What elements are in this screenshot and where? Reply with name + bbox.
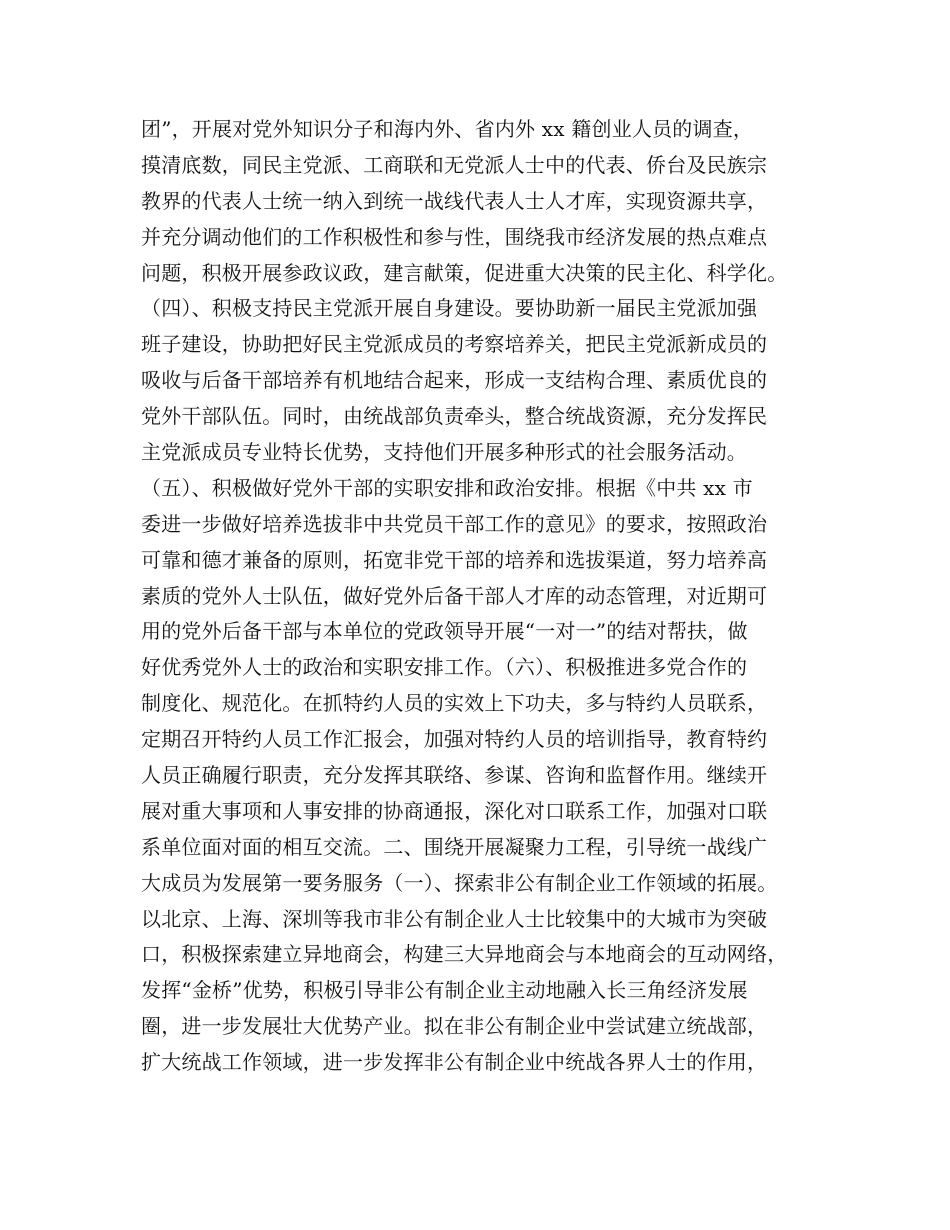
text-line: 好优秀党外人士的政治和实职安排工作。（六）、积极推进多党合作的 (141, 655, 748, 680)
text-line: 圈，进一步发展壮大优势产业。拟在非公有制企业中尝试建立统战部， (141, 1014, 768, 1039)
text-line: 委进一步做好培养选拔非中共党员干部工作的意见》的要求，按照政治 (141, 511, 768, 536)
text-line: 团”，开展对党外知识分子和海内外、省内外 xx 籍创业人员的调查， (141, 117, 754, 141)
text-line: 问题，积极开展参政议政，建言献策，促进重大决策的民主化、科学化。 (141, 260, 788, 285)
text-line: 吸收与后备干部培养有机地结合起来，形成一支结构合理、素质优良的 (141, 368, 768, 393)
text-line: 班子建设，协助把好民主党派成员的考察培养关，把民主党派新成员的 (141, 332, 768, 357)
text-line: 教界的代表人士统一纳入到统一战线代表人士人才库，实现资源共享， (141, 188, 768, 213)
text-line: （五）、积极做好党外干部的实职安排和政治安排。根据《中共 xx 市 (141, 475, 753, 500)
text-line: （四）、积极支持民主党派开展自身建设。要协助新一届民主党派加强 (141, 296, 758, 321)
text-line: 定期召开特约人员工作汇报会，加强对特约人员的培训指导，教育特约 (141, 727, 768, 752)
text-line: 发挥“金桥”优势，积极引导非公有制企业主动地融入长三角经济发展 (141, 978, 748, 1003)
text-line: 主党派成员专业特长优势，支持他们开展多种形式的社会服务活动。 (141, 440, 747, 465)
text-line: 系单位面对面的相互交流。二、围绕开展凝聚力工程，引导统一战线广 (141, 834, 768, 859)
text-line: 可靠和德才兼备的原则，拓宽非党干部的培养和选拔渠道，努力培养高 (141, 547, 768, 572)
text-line: 素质的党外人士队伍，做好党外后备干部人才库的动态管理，对近期可 (141, 583, 768, 608)
text-line: 摸清底数，同民主党派、工商联和无党派人士中的代表、侨台及民族宗 (141, 152, 768, 177)
text-line: 扩大统战工作领域，进一步发挥非公有制企业中统战各界人士的作用， (141, 1050, 768, 1075)
text-line: 以北京、上海、深圳等我市非公有制企业人士比较集中的大城市为突破 (141, 906, 768, 931)
text-line: 大成员为发展第一要务服务（一）、探索非公有制企业工作领域的拓展。 (141, 870, 778, 895)
body-text (141, 112, 821, 1081)
text-line: 制度化、规范化。在抓特约人员的实效上下功夫，多与特约人员联系， (141, 691, 768, 716)
text-line: 口，积极探索建立异地商会，构建三大异地商会与本地商会的互动网络， (141, 942, 788, 967)
text-line: 展对重大事项和人事安排的协商通报，深化对口联系工作，加强对口联 (141, 798, 768, 823)
text-line: 用的党外后备干部与本单位的党政领导开展“一对一”的结对帮扶，做 (141, 619, 748, 644)
text-line: 人员正确履行职责，充分发挥其联络、参谋、咨询和监督作用。继续开 (141, 763, 768, 788)
text-line: 并充分调动他们的工作积极性和参与性，围绕我市经济发展的热点难点 (141, 224, 768, 249)
text-line: 党外干部队伍。同时，由统战部负责牵头，整合统战资源，充分发挥民 (141, 404, 768, 429)
